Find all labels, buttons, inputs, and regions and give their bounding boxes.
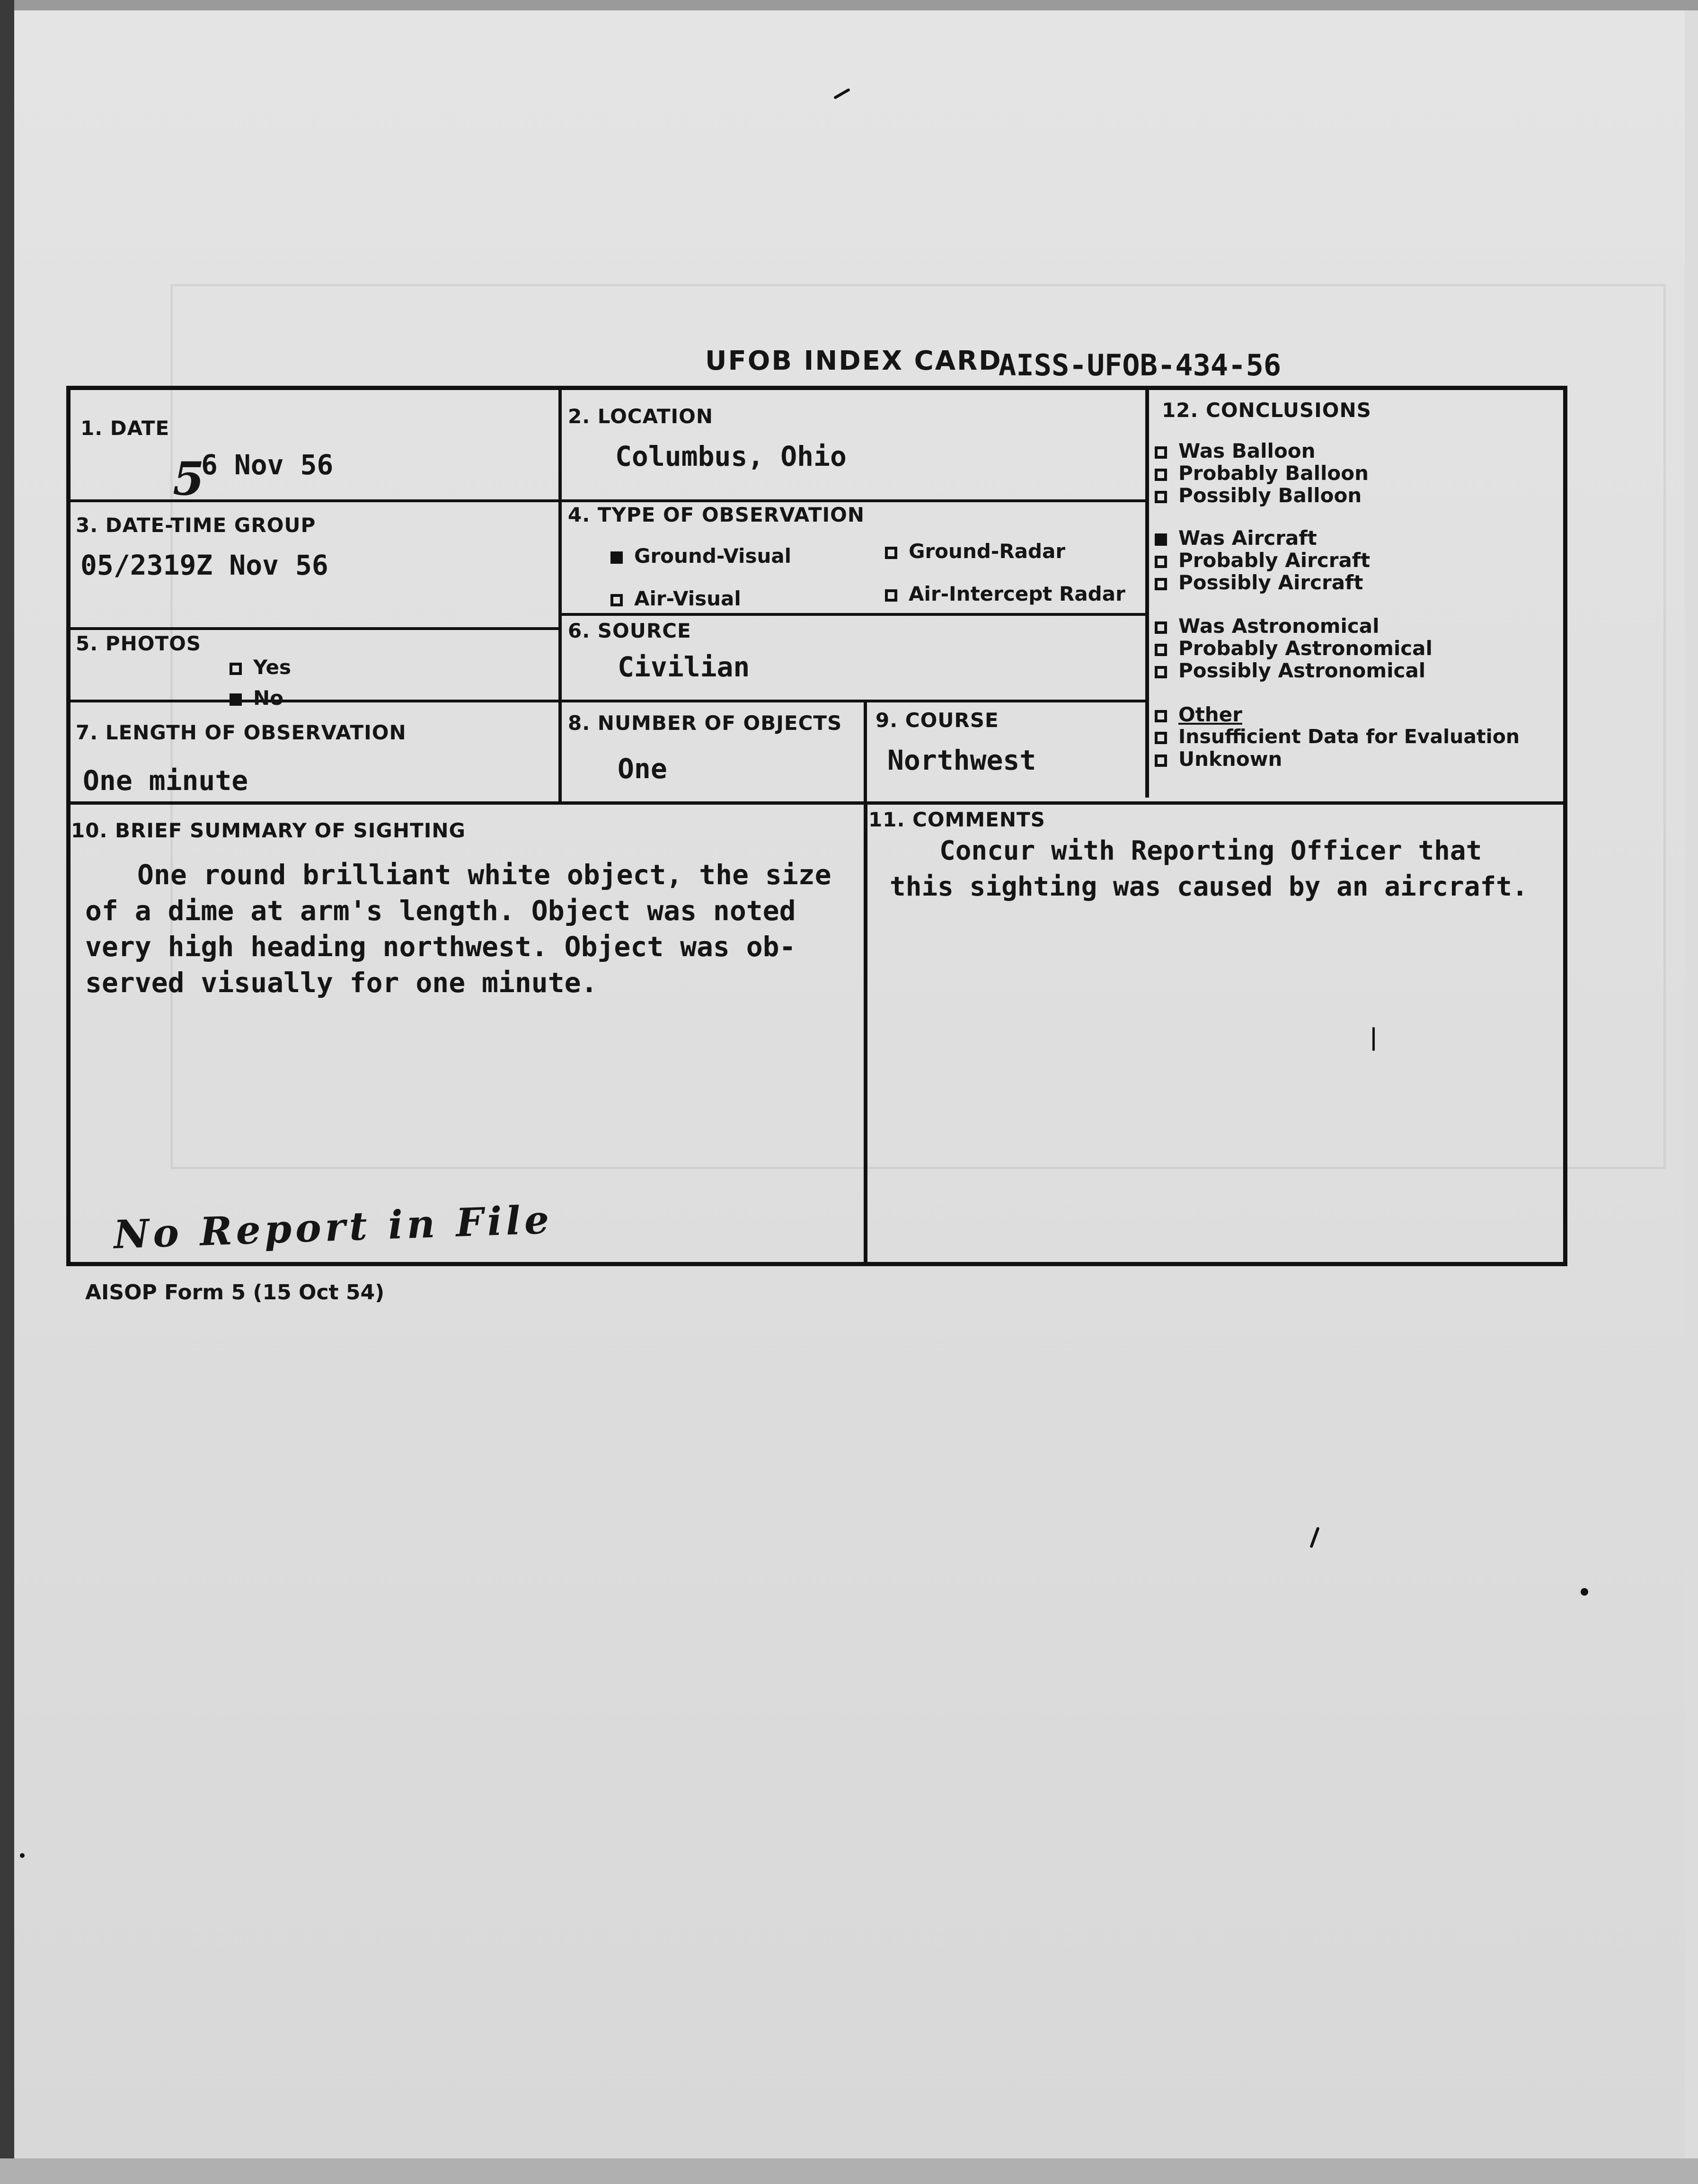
divider (66, 499, 1145, 502)
length-of-observation-label: 7. LENGTH OF OBSERVATION (76, 721, 407, 744)
checkbox (1155, 578, 1167, 590)
option-label: Ground-Visual (634, 544, 792, 568)
scan-left-edge (0, 0, 14, 2184)
checkbox-checked (1155, 533, 1167, 546)
card-number: AISS-UFOB-434-56 (999, 348, 1282, 382)
divider (66, 801, 1567, 805)
option-label: Air-Intercept Radar (909, 582, 1125, 605)
source-label: 6. SOURCE (568, 619, 691, 642)
comments-line: Concur with Reporting Officer that (939, 835, 1482, 866)
option-photos-yes[interactable] (230, 656, 291, 679)
option-air-intercept-radar[interactable] (885, 582, 1125, 605)
location-value: Columbus, Ohio (615, 440, 847, 472)
comments-line: this sighting was caused by an aircraft. (890, 871, 1528, 902)
checkbox (1155, 666, 1167, 678)
conclusions-label: 12. CONCLUSIONS (1162, 399, 1371, 422)
option-label: Yes (253, 656, 292, 679)
number-of-objects-label: 8. NUMBER OF OBJECTS (568, 711, 842, 735)
course-label: 9. COURSE (876, 709, 999, 732)
checkbox (1155, 755, 1167, 767)
date-label: 1. DATE (80, 417, 170, 440)
conclusion-label: Insufficient Data for Evaluation (1178, 725, 1520, 748)
option-ground-radar[interactable] (885, 540, 1065, 563)
checkbox-checked (610, 551, 623, 564)
type-of-observation-label: 4. TYPE OF OBSERVATION (568, 503, 865, 526)
conclusion-label: Unknown (1178, 747, 1282, 771)
date-time-group-value: 05/2319Z Nov 56 (80, 549, 328, 581)
length-of-observation-value: One minute (83, 764, 248, 797)
conclusion-label: Probably Balloon (1178, 462, 1369, 485)
option-label: No (253, 686, 284, 710)
conclusion-possibly-astronomical[interactable] (1155, 659, 1425, 682)
checkbox (1155, 469, 1167, 481)
scan-speck (1372, 1027, 1375, 1051)
option-air-visual[interactable] (610, 587, 741, 610)
checkbox (885, 589, 897, 602)
conclusion-label: Other (1178, 703, 1242, 726)
date-value: 6 Nov 56 (201, 449, 334, 481)
conclusion-label: Possibly Balloon (1178, 484, 1362, 507)
conclusion-label: Was Aircraft (1178, 526, 1317, 550)
checkbox (885, 547, 897, 559)
conclusion-label: Possibly Aircraft (1178, 571, 1363, 594)
conclusion-was-astronomical[interactable] (1155, 614, 1380, 638)
checkbox (1155, 621, 1167, 634)
summary-line: served visually for one minute. (85, 967, 598, 999)
checkbox (1155, 446, 1167, 459)
option-label: Air-Visual (634, 587, 741, 610)
scan-top-edge (0, 0, 1698, 10)
form-identifier: AISOP Form 5 (15 Oct 54) (85, 1280, 385, 1305)
conclusion-probably-astronomical[interactable] (1155, 637, 1433, 660)
conclusion-was-aircraft[interactable] (1155, 526, 1317, 550)
conclusion-label: Was Balloon (1178, 439, 1316, 462)
conclusion-label: Possibly Astronomical (1178, 659, 1426, 682)
divider (558, 386, 562, 805)
divider (561, 613, 1145, 616)
conclusion-label: Probably Aircraft (1178, 549, 1371, 572)
checkbox-checked (230, 693, 242, 706)
conclusion-label: Probably Astronomical (1178, 637, 1433, 660)
divider (1145, 386, 1149, 798)
card-title: UFOB INDEX CARD (705, 346, 1002, 376)
conclusion-probably-balloon[interactable] (1155, 462, 1369, 485)
divider (864, 801, 867, 1265)
option-photos-no[interactable] (230, 686, 283, 710)
summary-label: 10. BRIEF SUMMARY OF SIGHTING (71, 819, 466, 842)
checkbox (1155, 556, 1167, 568)
conclusion-possibly-balloon[interactable] (1155, 484, 1362, 507)
location-label: 2. LOCATION (568, 405, 713, 428)
scan-speck (1581, 1588, 1588, 1596)
comments-label: 11. COMMENTS (868, 808, 1045, 831)
divider (864, 700, 867, 805)
checkbox (1155, 710, 1167, 722)
summary-line: of a dime at arm's length. Object was noted (85, 895, 796, 927)
checkbox (1155, 491, 1167, 503)
scan-speck (20, 1853, 25, 1858)
divider (66, 700, 1145, 702)
divider (66, 627, 561, 630)
checkbox (610, 594, 623, 606)
conclusion-was-balloon[interactable] (1155, 439, 1316, 462)
conclusion-other[interactable] (1155, 703, 1242, 726)
date-time-group-label: 3. DATE-TIME GROUP (76, 514, 316, 537)
conclusion-insufficient-data[interactable] (1155, 725, 1520, 748)
conclusion-probably-aircraft[interactable] (1155, 549, 1370, 572)
conclusion-possibly-aircraft[interactable] (1155, 571, 1363, 594)
scan-bottom-edge (0, 2158, 1698, 2184)
option-label: Ground-Radar (909, 540, 1066, 563)
conclusion-unknown[interactable] (1155, 747, 1282, 771)
checkbox (1155, 644, 1167, 656)
checkbox (1155, 732, 1167, 744)
summary-text (85, 857, 831, 1001)
handwritten-note: No Report in File (113, 1197, 554, 1258)
summary-line: One round brilliant white object, the size (137, 859, 831, 891)
source-value: Civilian (618, 651, 750, 683)
checkbox (230, 663, 242, 675)
conclusion-label: Was Astronomical (1178, 614, 1380, 638)
number-of-objects-value: One (618, 753, 667, 785)
summary-line: very high heading northwest. Object was ob- (85, 931, 796, 963)
comments-text (890, 833, 1528, 905)
date-handwritten-day: 5 (173, 452, 204, 506)
photos-label: 5. PHOTOS (76, 632, 202, 655)
option-ground-visual[interactable] (610, 544, 791, 568)
course-value: Northwest (887, 744, 1036, 776)
